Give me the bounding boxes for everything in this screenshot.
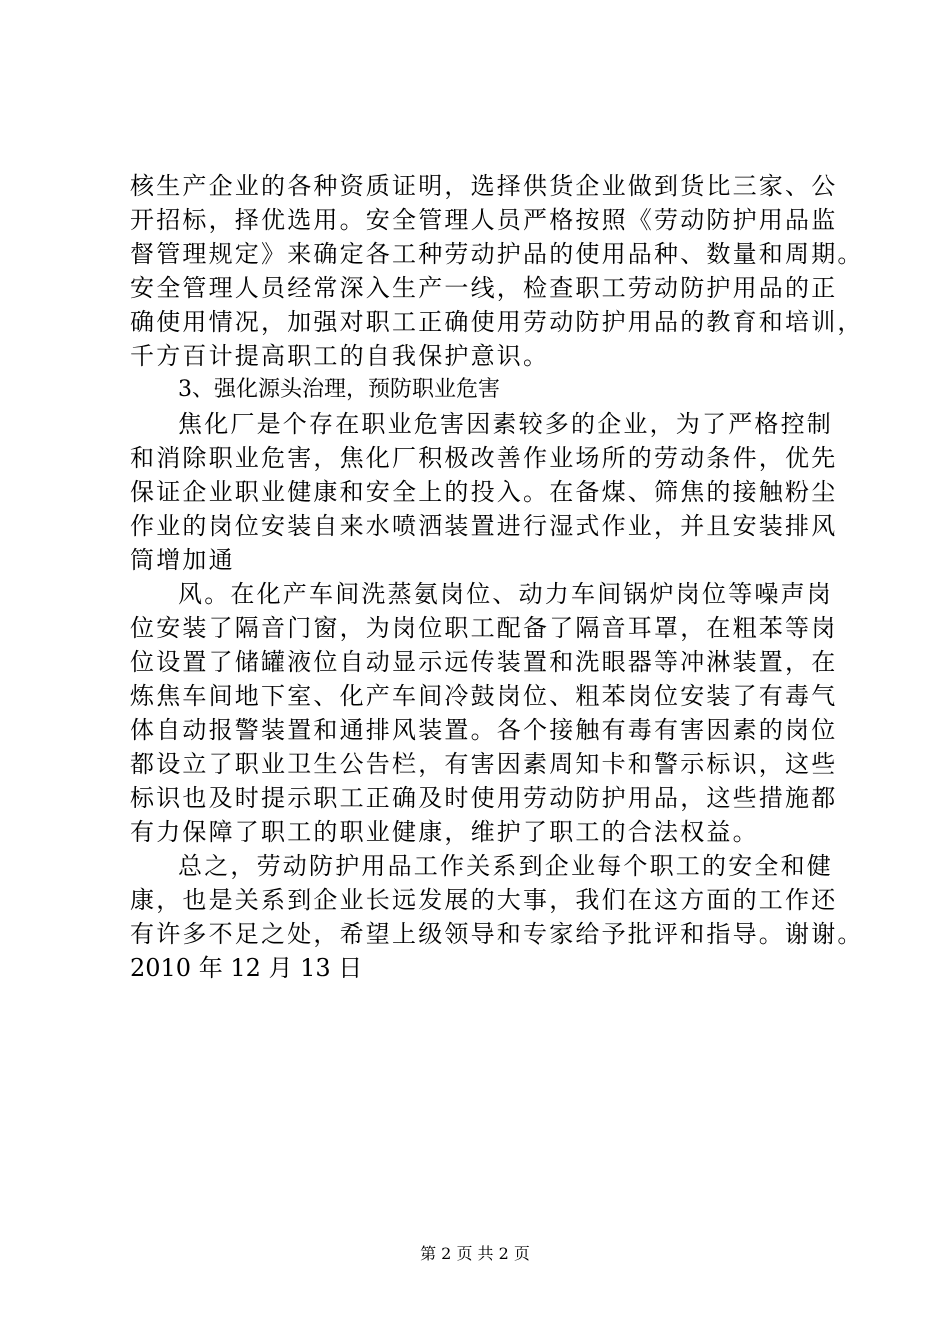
text-line: 确使用情况，加强对职工正确使用劳动防护用品的教育和培训，	[130, 308, 864, 336]
page-footer: 第 2 页 共 2 页	[420, 1244, 530, 1263]
text-line: 安全管理人员经常深入生产一线，检查职工劳动防护用品的正	[130, 274, 838, 302]
text-line: 作业的岗位安装自来水喷洒装置进行湿式作业，并且安装排风	[130, 512, 838, 540]
text-line: 炼焦车间地下室、化产车间冷鼓岗位、粗苯岗位安装了有毒气	[130, 682, 838, 710]
text-line: 体自动报警装置和通排风装置。各个接触有毒有害因素的岗位	[130, 716, 838, 744]
text-line: 康，也是关系到企业长远发展的大事，我们在这方面的工作还	[130, 886, 838, 914]
text-line: 焦化厂是个存在职业危害因素较多的企业，为了严格控制	[178, 410, 833, 438]
text-line: 筒增加通	[130, 546, 235, 574]
text-line: 风。在化产车间洗蒸氨岗位、动力车间锅炉岗位等噪声岗	[178, 580, 833, 608]
section-heading: 3、强化源头治理，预防职业危害	[178, 377, 500, 402]
text-line: 位设置了储罐液位自动显示远传装置和洗眼器等冲淋装置，在	[130, 648, 838, 676]
document-body	[130, 169, 864, 985]
text-line: 总之，劳动防护用品工作关系到企业每个职工的安全和健	[178, 852, 833, 880]
text-line: 核生产企业的各种资质证明，选择供货企业做到货比三家、公	[130, 172, 838, 200]
text-line: 位安装了隔音门窗，为岗位职工配备了隔音耳罩，在粗苯等岗	[130, 614, 838, 642]
text-line: 千方百计提高职工的自我保护意识。	[130, 342, 550, 370]
text-line: 有力保障了职工的职业健康，维护了职工的合法权益。	[130, 818, 759, 846]
text-line: 都设立了职业卫生公告栏，有害因素周知卡和警示标识，这些	[130, 750, 838, 778]
document-date: 2010 年 12 月 13 日	[130, 954, 363, 982]
text-line: 督管理规定》来确定各工种劳动护品的使用品种、数量和周期。	[130, 240, 864, 268]
text-line: 开招标，择优选用。安全管理人员严格按照《劳动防护用品监	[130, 206, 838, 234]
text-line: 标识也及时提示职工正确及时使用劳动防护用品，这些措施都	[130, 784, 838, 812]
text-line: 保证企业职业健康和安全上的投入。在备煤、筛焦的接触粉尘	[130, 478, 838, 506]
text-line: 和消除职业危害，焦化厂积极改善作业场所的劳动条件，优先	[130, 444, 838, 472]
text-line: 有许多不足之处，希望上级领导和专家给予批评和指导。谢谢。	[130, 920, 864, 948]
